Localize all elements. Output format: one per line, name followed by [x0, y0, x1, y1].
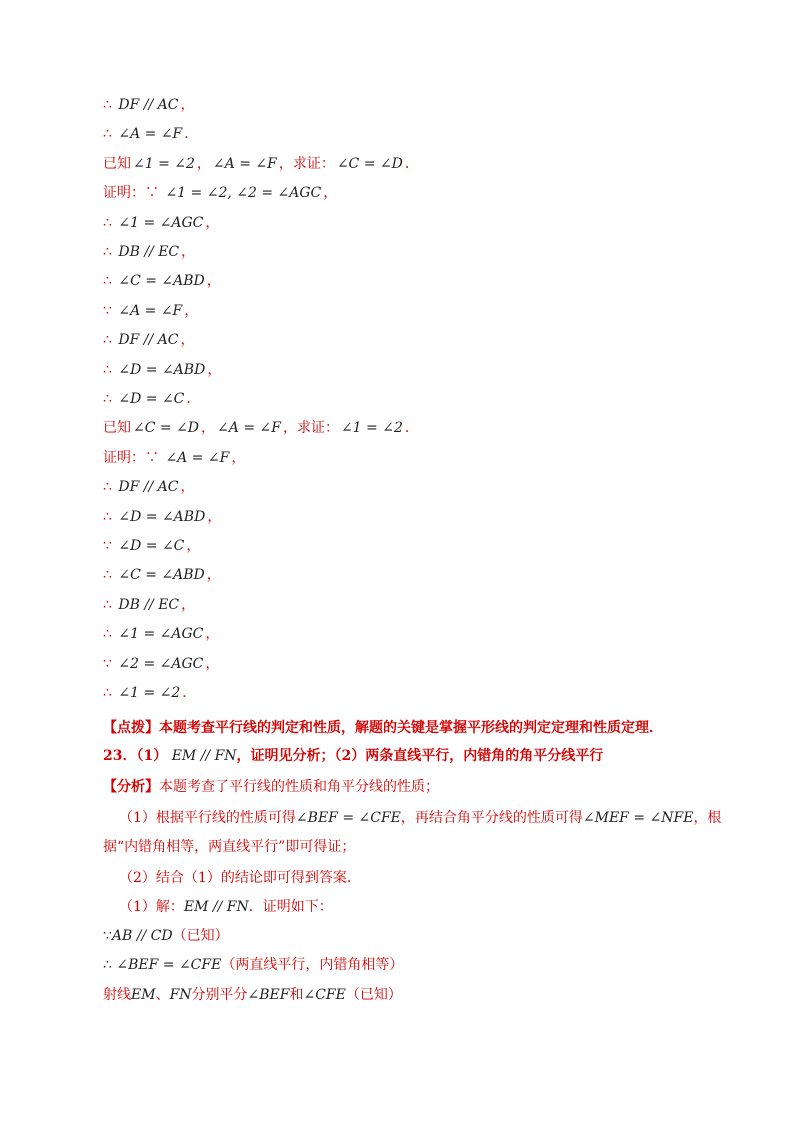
step-2-math: ∠BEF = ∠CFE — [116, 957, 222, 973]
proof-line — [103, 535, 760, 557]
line-mid: ， — [201, 420, 216, 437]
q23-math: EM // FN — [171, 748, 237, 764]
p2-text: （2）结合（1）的结论即可得到答案． — [119, 870, 361, 886]
line-suffix: ． — [186, 391, 201, 407]
line-prefix: 证明：∵ — [103, 185, 164, 202]
step-2-line — [103, 954, 760, 976]
proof-line — [103, 212, 760, 234]
proof-line — [103, 682, 760, 704]
proof-line — [103, 653, 760, 675]
proof-line — [103, 241, 760, 263]
line-math: ∠A = ∠F — [118, 126, 183, 143]
analysis-line — [103, 776, 760, 798]
step-1-math: AB // CD — [111, 928, 173, 944]
line-math: ∠C = ∠ABD — [118, 273, 205, 290]
line-suffix: ． — [184, 126, 199, 143]
line-suffix: ， — [205, 626, 220, 643]
step-3-line — [103, 984, 760, 1006]
line-suffix: ． — [182, 685, 197, 701]
step-3-c: 分别平分 — [191, 987, 248, 1003]
proof-line — [103, 506, 760, 528]
proof-line — [103, 182, 760, 204]
line-suffix: ， — [207, 361, 222, 378]
tip-line — [103, 717, 760, 739]
line-math: ∠D = ∠C — [118, 391, 185, 407]
sol-b: ．证明如下： — [248, 899, 333, 915]
sol-math: EM // FN — [183, 899, 249, 915]
p1-math-2: ∠MEF = ∠NFE — [582, 810, 694, 826]
q23-rest: ，证明见分析；（2）两条直线平行，内错角的角平分线平行 — [236, 748, 604, 764]
line-prefix: ∴ — [103, 214, 117, 231]
proof-line — [103, 300, 760, 322]
step-1-line — [103, 925, 760, 947]
step-3-b: 、 — [155, 987, 170, 1003]
line-prefix: ∴ — [103, 244, 117, 260]
step-2-pre: ∴ — [103, 957, 117, 973]
p1-a: （1）根据平行线的性质可得 — [119, 810, 296, 826]
line-prefix: ∴ — [103, 391, 117, 407]
line-mid-2: ，求证： — [278, 155, 335, 172]
line-suffix: ， — [180, 332, 195, 349]
line-math: DF // AC — [118, 97, 179, 113]
proof-line — [103, 476, 760, 498]
line-math: ∠1 = ∠2 — [118, 685, 181, 701]
line-math: ∠D = ∠ABD — [118, 508, 206, 525]
p1-c: ，根据“内错角相等，两直线平行”即可得证； — [103, 810, 722, 855]
proof-line — [103, 417, 760, 439]
line-math: ∠C = ∠ABD — [118, 567, 205, 584]
line-prefix: ∴ — [103, 626, 117, 643]
solution-line — [103, 896, 760, 918]
line-prefix: ∵ — [103, 538, 117, 554]
analysis-text: 本题考查了平行线的性质和角平分线的性质； — [159, 779, 439, 795]
proof-line — [103, 153, 760, 175]
line-prefix: ∴ — [103, 685, 117, 701]
line-prefix: ∴ — [103, 273, 117, 290]
line-math: ∠1 = ∠2 — [133, 155, 195, 172]
line-math: ∠D = ∠ABD — [118, 361, 206, 378]
line-math: ∠1 = ∠AGC — [118, 214, 204, 231]
step-1-post: （已知） — [172, 928, 229, 944]
line-suffix: ， — [205, 214, 220, 231]
line-suffix: ． — [404, 155, 419, 172]
proof-line — [103, 594, 760, 616]
line-prefix: 证明：∵ — [103, 449, 164, 466]
line-prefix: ∴ — [103, 361, 117, 378]
proof-line — [103, 623, 760, 645]
line-math: ∠A = ∠F — [165, 449, 230, 466]
proof-line — [103, 329, 760, 351]
step-3-e: （已知） — [345, 987, 402, 1003]
line-prefix: ∴ — [103, 567, 117, 584]
line-suffix: ， — [181, 596, 196, 613]
q23-answer-line — [103, 745, 760, 767]
line-suffix: ． — [404, 420, 419, 437]
line-suffix: ， — [184, 302, 199, 319]
tip-text: 本题考查平行线的判定和性质，解题的关键是掌握平形线的判定定理和性质定理． — [159, 720, 663, 736]
line-math-3: ∠C = ∠D — [336, 155, 403, 172]
line-math: ∠C = ∠D — [133, 420, 200, 437]
sol-a: （1）解： — [119, 899, 184, 915]
line-suffix: ， — [180, 97, 195, 113]
line-suffix: ， — [205, 655, 220, 672]
line-prefix: ∵ — [103, 302, 117, 319]
line-math: DB // EC — [118, 596, 180, 613]
line-math: ∠1 = ∠AGC — [118, 626, 204, 643]
step-1-pre: ∵ — [103, 928, 112, 944]
line-suffix: ， — [231, 449, 246, 466]
line-math-2: ∠A = ∠F — [212, 155, 277, 172]
line-suffix: ， — [186, 538, 201, 554]
line-math: DF // AC — [118, 332, 179, 349]
step-3-m2: FN — [169, 987, 192, 1003]
line-prefix: 已知 — [103, 155, 131, 172]
line-suffix: ， — [323, 185, 338, 202]
line-math: ∠1 = ∠2, ∠2 = ∠AGC — [165, 185, 322, 202]
proof-line — [103, 123, 760, 145]
line-prefix: ∴ — [103, 596, 117, 613]
line-math-2: ∠A = ∠F — [217, 420, 281, 437]
line-suffix: ， — [206, 273, 221, 290]
line-suffix: ， — [206, 567, 221, 584]
p1-math-1: ∠BEF = ∠CFE — [295, 810, 401, 826]
line-prefix: ∵ — [103, 655, 117, 672]
line-mid: ， — [196, 155, 211, 172]
step-3-m1: EM — [131, 987, 156, 1003]
line-math: ∠D = ∠C — [118, 538, 185, 554]
proof-line — [103, 359, 760, 381]
analysis-label: 【分析】 — [103, 779, 159, 795]
tip-label: 【点拨】 — [103, 720, 159, 736]
proof-line — [103, 270, 760, 292]
line-math: DB // EC — [118, 244, 180, 260]
proof-line — [103, 447, 760, 469]
step-3-m3: ∠BEF — [247, 987, 290, 1003]
step-2-post: （两直线平行，内错角相等） — [221, 957, 404, 973]
line-math-3: ∠1 = ∠2 — [340, 420, 403, 437]
q23-number: 23．（1） — [103, 748, 168, 764]
proof-line — [103, 564, 760, 586]
line-suffix: ， — [181, 244, 196, 260]
line-math: ∠2 = ∠AGC — [118, 655, 204, 672]
step-3-d: 和 — [289, 987, 304, 1003]
analysis-paragraph-2 — [103, 867, 760, 889]
line-prefix: 已知 — [103, 420, 131, 437]
line-prefix: ∴ — [103, 126, 117, 143]
line-prefix: ∴ — [103, 332, 117, 349]
step-3-a: 射线 — [103, 987, 131, 1003]
line-mid-2: ，求证： — [282, 420, 339, 437]
line-prefix: ∴ — [103, 508, 117, 525]
line-suffix: ， — [180, 479, 195, 496]
line-prefix: ∴ — [103, 479, 117, 496]
step-3-m4: ∠CFE — [303, 987, 346, 1003]
line-math: ∠A = ∠F — [118, 302, 183, 319]
analysis-paragraph-1 — [103, 804, 745, 855]
proof-line — [103, 94, 760, 116]
line-suffix: ， — [207, 508, 222, 525]
line-prefix: ∴ — [103, 97, 117, 113]
proof-line — [103, 388, 760, 410]
line-math: DF // AC — [118, 479, 179, 496]
p1-b: ，再结合角平分线的性质可得 — [400, 810, 583, 826]
